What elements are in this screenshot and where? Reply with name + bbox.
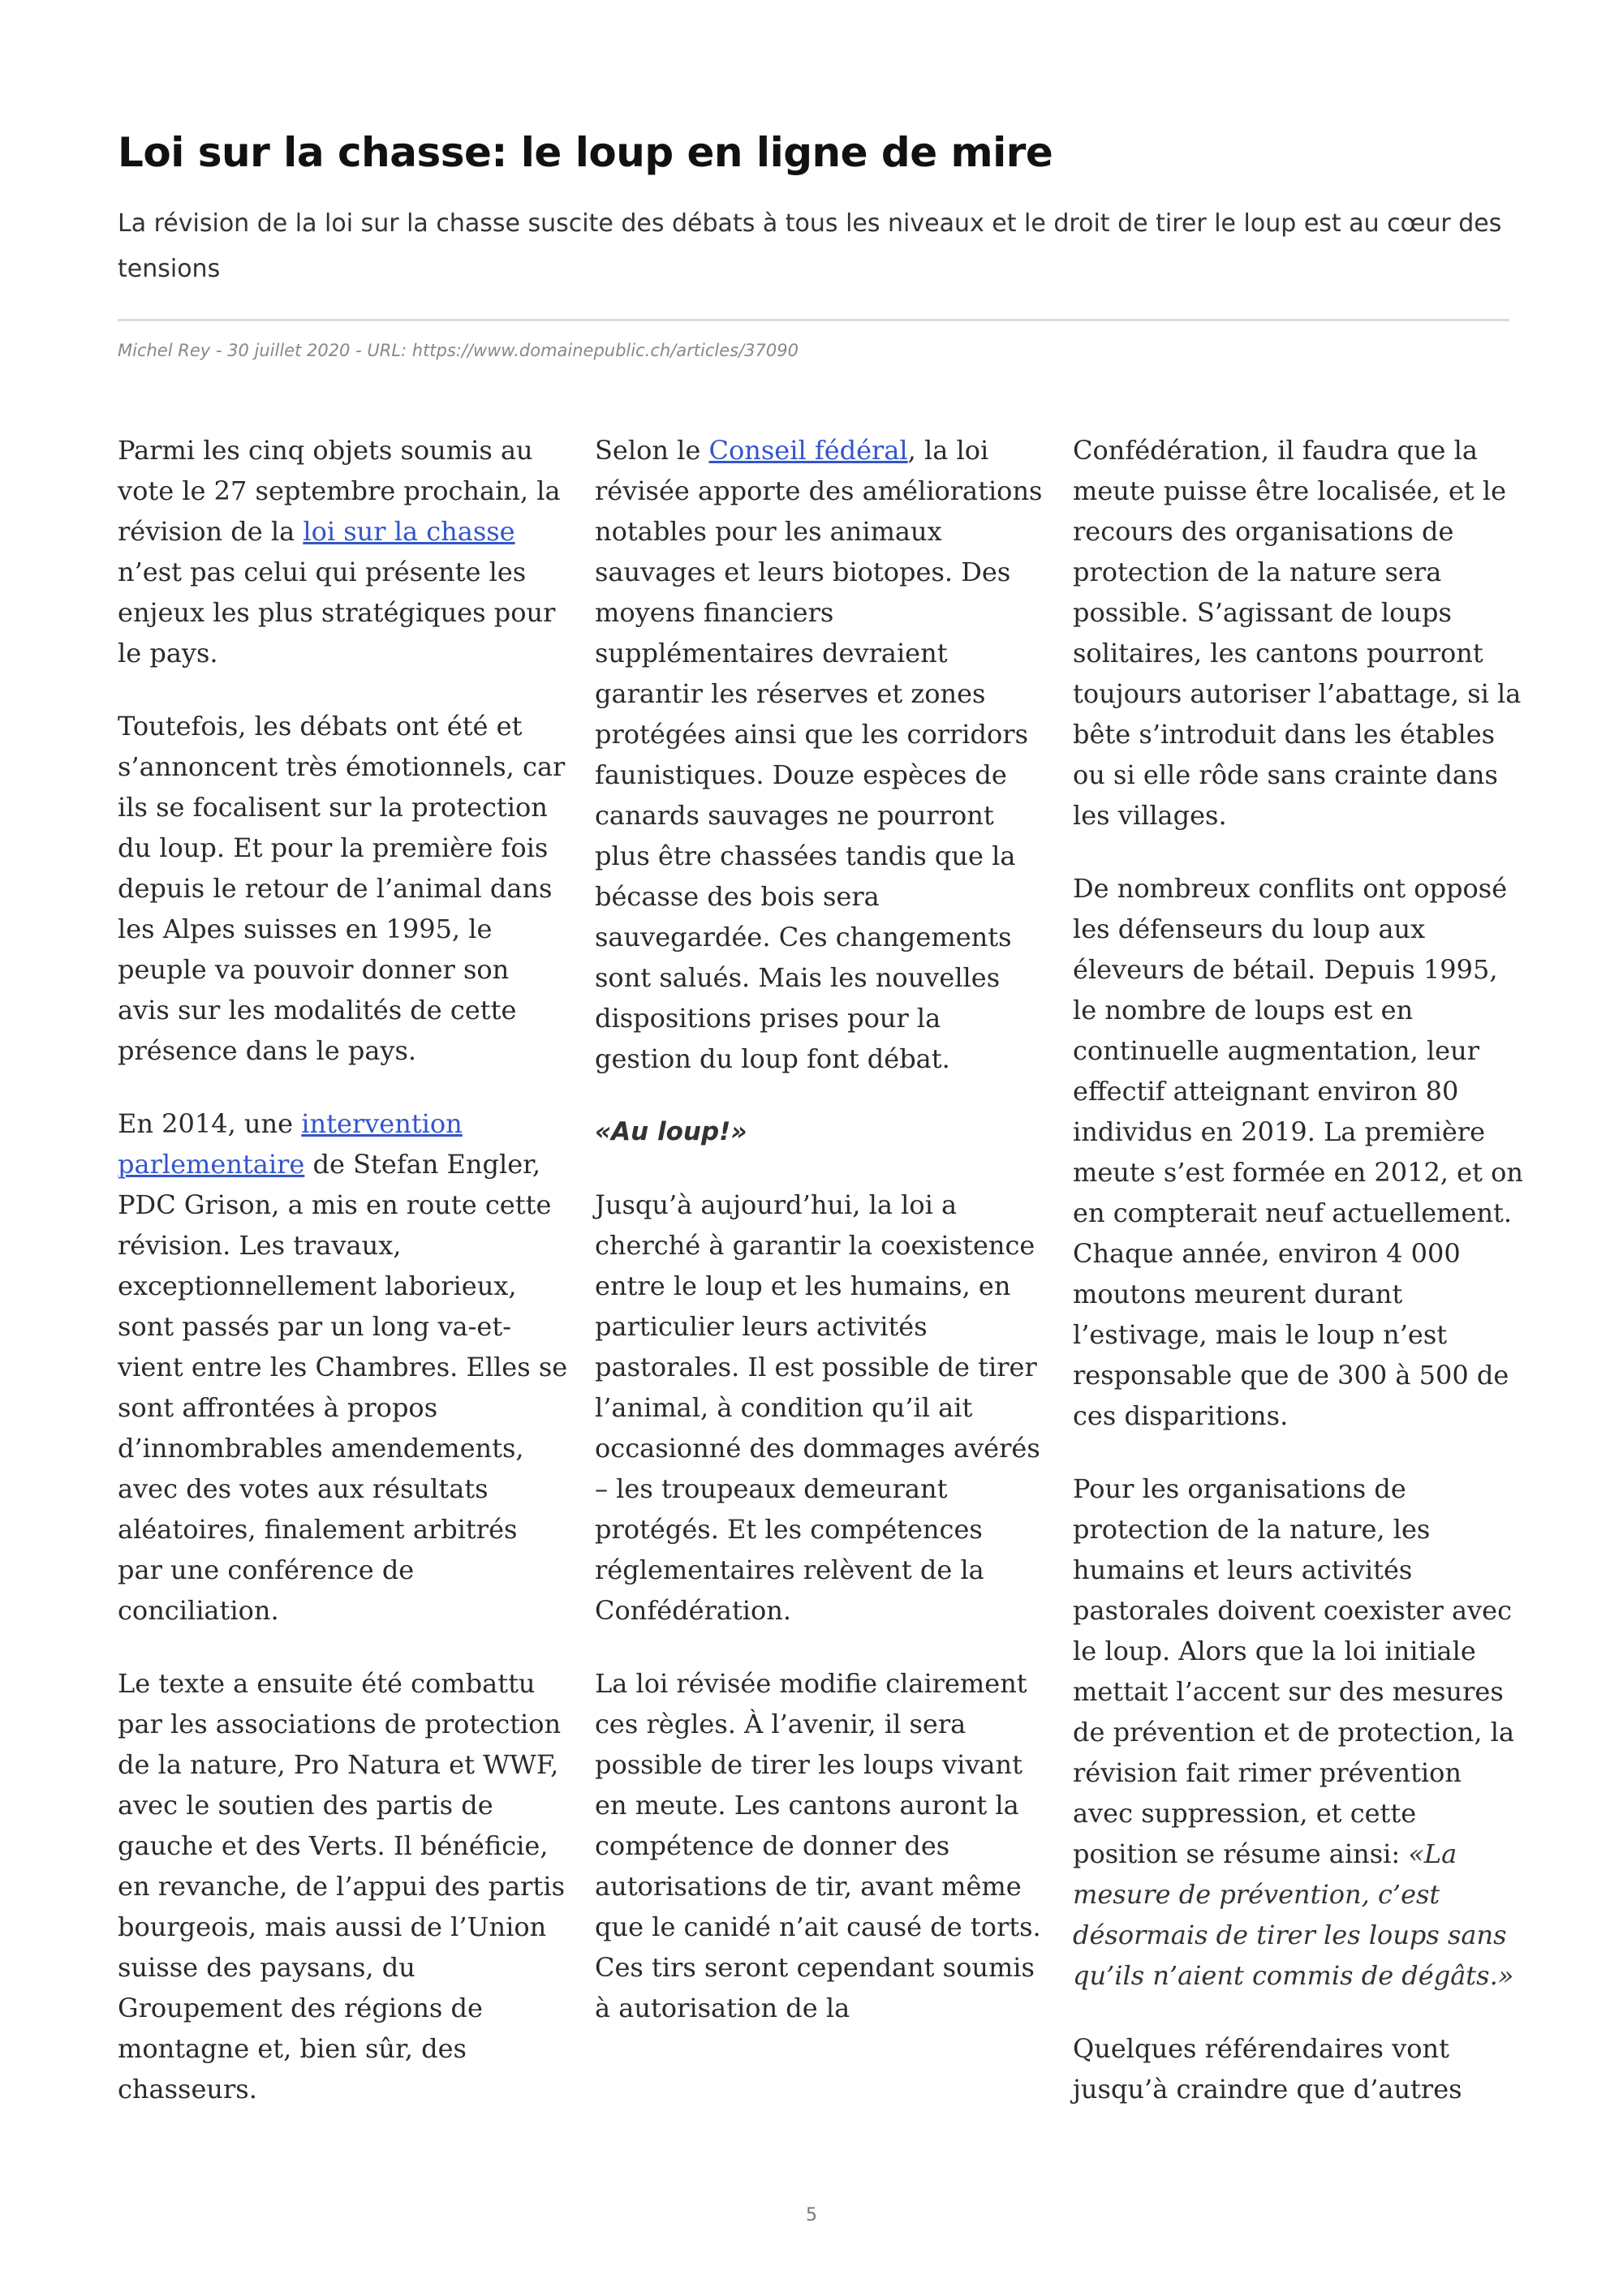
paragraph [595, 430, 1045, 1079]
link-loi-sur-la-chasse[interactable]: loi sur la chasse [303, 516, 515, 547]
quote: «La mesure de prévention, c’est désormais de tirer les loups sans qu’ils n’aient commis de dégâts.» [1073, 1838, 1514, 1991]
article-subtitle: La révision de la loi sur la chasse suscite des débats à tous les niveaux et le droit de tirer le loup est au cœur des tensions [118, 209, 1502, 283]
text-run: n’est pas celui qui présente les enjeux les plus stratégiques pour le pays. [118, 557, 556, 669]
paragraph [118, 430, 568, 673]
paragraph [118, 1103, 568, 1631]
paragraph: Quelques référendaires vont jusqu’à craindre que d’autres [1073, 2033, 1462, 2105]
paragraph: De nombreux conflits ont opposé les défenseurs du loup aux éleveurs de bétail. Depuis 1995, le nombre de loups est en continuelle augmentation, leur effectif atteignant environ 80 individus en 2019. La première meute s’est formée en 2012, et on en compterait neuf actuellement. Chaque année, environ 4 000 moutons meurent durant l’estivage, mais le loup n’est responsable que de 300 à 500 de ces disparitions. [1073, 873, 1523, 1431]
link-conseil-federal[interactable]: Conseil fédéral [708, 435, 908, 466]
column-3 [1073, 430, 1523, 2109]
header-divider [118, 319, 1509, 321]
column-1 [118, 430, 568, 2109]
paragraph: La loi révisée modifie clairement ces règles. À l’avenir, il sera possible de tirer les loups vivant en meute. Les cantons auront la compétence de donner des autorisations de tir, avant même que le canidé n’ait causé de torts. Ces tirs seront cependant soumis à autorisation de la [595, 1668, 1041, 2023]
text-run: de Stefan Engler, PDC Grison, a mis en route cette révision. Les travaux, exceptionnellement laborieux, sont passés par un long va-et-vient entre les Chambres. Elles se sont affrontées à propos d’innombrables amendements, avec des votes aux résultats aléatoires, finalement arbitrés par une conférence de conciliation. [118, 1149, 568, 1626]
link-intervention-parlementaire[interactable]: intervention parlementaire [118, 1108, 463, 1180]
column-2 [595, 430, 1045, 2028]
paragraph: Confédération, il faudra que la meute puisse être localisée, et le recours des organisations de protection de la nature sera possible. S’agissant de loups solitaires, les cantons pourront toujours autoriser l’abattage, si la bête s’introduit dans les étables ou si elle rôde sans crainte dans les villages. [1073, 435, 1522, 831]
text-run: , la loi révisée apporte des améliorations notables pour les animaux sauvages et leurs biotopes. Des moyens financiers supplémentaires devraient garantir les réserves et zones protégées ainsi que les corridors faunistiques. Douze espèces de canards sauvages ne pourront plus être chassées tandis que la bécasse des bois sera sauvegardée. Ces changements sont salués. Mais les nouvelles dispositions prises pour la gestion du loup font débat. [595, 435, 1043, 1074]
article-byline: Michel Rey - 30 juillet 2020 - URL: https://www.domainepublic.ch/articles/37090 [118, 341, 799, 360]
paragraph: Jusqu’à aujourd’hui, la loi a cherché à garantir la coexistence entre le loup et les humains, en particulier leurs activités pastorales. Il est possible de tirer l’animal, à condition qu’il ait occasionné des dommages avérés – les troupeaux demeurant protégés. Et les compétences réglementaires relèvent de la Confédération. [595, 1189, 1040, 1626]
paragraph: Le texte a ensuite été combattu par les associations de protection de la nature, Pro Natura et WWF, avec le soutien des partis de gauche et des Verts. Il bénéficie, en revanche, de l’appui des partis bourgeois, mais aussi de l’Union suisse des paysans, du Groupement des régions de montagne et, bien sûr, des chasseurs. [118, 1668, 565, 2105]
text-run: En 2014, une [118, 1108, 302, 1139]
text-run: Pour les organisations de protection de la nature, les humains et leurs activités pastorales doivent coexister avec le loup. Alors que la loi initiale mettait l’accent sur des mesures de prévention et de protection, la révision fait rimer prévention avec suppression, et cette position se résume ainsi: [1073, 1473, 1515, 1869]
article-title: Loi sur la chasse: le loup en ligne de mire [118, 129, 1053, 176]
text-run: Parmi les cinq objets soumis au vote le 27 septembre prochain, la révision de la [118, 435, 561, 547]
paragraph: Toutefois, les débats ont été et s’annoncent très émotionnels, car ils se focalisent sur la protection du loup. Et pour la première fois depuis le retour de l’animal dans les Alpes suisses en 1995, le peuple va pouvoir donner son avis sur les modalités de cette présence dans le pays. [118, 711, 566, 1066]
paragraph [1073, 1468, 1523, 1996]
text-run: Selon le [595, 435, 709, 466]
page-number: 5 [806, 2205, 817, 2225]
section-heading: «Au loup!» [595, 1117, 747, 1146]
